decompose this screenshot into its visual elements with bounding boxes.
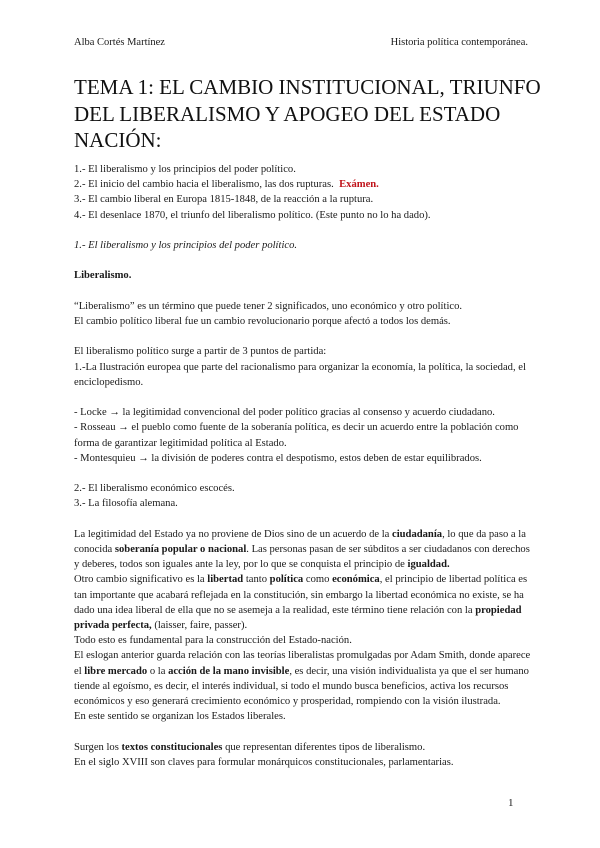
document-title: TEMA 1: EL CAMBIO INSTITUCIONAL, TRIUNFO DEL LIBERALISMO Y APOGEO DEL ESTADO NACIÓN: <box>74 75 541 152</box>
list-item: - Rosseau → el pueblo como fuente de la soberanía política, es decir un acuerdo entre la población como forma de garantizar legitimidad política al Estado. <box>74 422 519 449</box>
page-number: 1 <box>508 797 514 809</box>
paragraph: El liberalismo político surge a partir de 3 puntos de partida: <box>74 346 327 358</box>
exam-note: Exámen. <box>339 179 379 191</box>
bold-term: libre mercado <box>84 665 148 677</box>
paragraph: Surgen los textos constitucionales que representan diferentes tipos de liberalismo. <box>74 741 426 753</box>
bold-term: política <box>269 574 304 586</box>
bold-term: económica <box>332 574 380 586</box>
bold-term: propiedad privada perfecta, <box>74 604 522 631</box>
paragraph: El eslogan anterior guarda relación con las teorías liberalistas promulgadas por Adam Smith, donde aparece el libre mercado o la acción de la mano invisible, es decir, una visión individualista ya que el ser humano tiende al egoísmo, es decir, el interés individual, si todo el mundo busca beneficios, activa los recursos económicos y eso generará crecimiento económico y prosperidad, rompiendo con la visión ilustrada. <box>74 650 531 707</box>
paragraph: El cambio político liberal fue un cambio revolucionario porque afectó a todos los demás. <box>74 315 451 327</box>
toc-item: 4.- El desenlace 1870, el triunfo del liberalismo político. (Este punto no lo ha dado). <box>74 209 431 221</box>
bold-term: soberanía popular o nacional <box>114 543 247 555</box>
bold-term: libertad <box>207 574 244 586</box>
list-item: - Montesquieu → la división de poderes contra el despotismo, estos deben de estar equilibrados. <box>74 452 482 464</box>
paragraph: “Liberalismo” es un término que puede tener 2 significados, uno económico y otro político. <box>74 300 463 312</box>
toc-item: 2.- El inicio del cambio hacia el liberalismo, las dos rupturas. Exámen. <box>74 179 379 191</box>
section-heading: 1.- El liberalismo y los principios del poder político. <box>74 240 298 251</box>
header-course: Historia política contemporánea. <box>390 37 528 48</box>
paragraph: En el siglo XVIII son claves para formular monárquicos constitucionales, parlamentarias. <box>74 756 454 768</box>
toc-item: 1.- El liberalismo y los principios del poder político. <box>74 164 296 175</box>
list-item: - Locke → la legitimidad convencional del poder político gracias al consenso y acuerdo ciudadano. <box>74 407 495 419</box>
paragraph: Todo esto es fundamental para la construcción del Estado-nación. <box>74 635 352 647</box>
bold-term: textos constitucionales <box>121 741 223 753</box>
list-item: 2.- El liberalismo económico escocés. <box>74 483 235 495</box>
document-body <box>74 162 536 770</box>
list-item: 3.- La filosofía alemana. <box>74 498 178 510</box>
paragraph: Otro cambio significativo es la libertad tanto política como económica, el principio de libertad política es tan importante que acabará reflejada en la constitución, sin embargo la libertad económica no existe, se ha dado una idea liberal de ella que no se asemeja a la realidad, este término tiene relación con la propiedad privada perfecta, (laisser, faire, passer). <box>74 574 528 631</box>
paragraph: La legitimidad del Estado ya no proviene de Dios sino de un acuerdo de la ciudadanía, lo que da paso a la conocida soberanía popular o nacional. Las personas pasan de ser súbditos a ser ciudadanos con derechos y deberes, todos son iguales ante la ley, por lo que se conquista el principio de igualdad. <box>74 528 530 571</box>
bold-term: acción de la mano invisible <box>168 665 290 677</box>
toc-item: 3.- El cambio liberal en Europa 1815-1848, de la reacción a la ruptura. <box>74 194 374 206</box>
paragraph: 1.-La Ilustración europea que parte del racionalismo para organizar la economía, la política, la sociedad, el enciclopedismo. <box>74 361 526 388</box>
bold-term: igualdad. <box>407 559 450 571</box>
paragraph: En este sentido se organizan los Estados liberales. <box>74 711 286 723</box>
header-author: Alba Cortés Martínez <box>74 37 165 48</box>
bold-term: ciudadanía <box>392 528 443 540</box>
table-of-contents <box>74 162 536 223</box>
subheading: Liberalismo. <box>74 270 132 282</box>
